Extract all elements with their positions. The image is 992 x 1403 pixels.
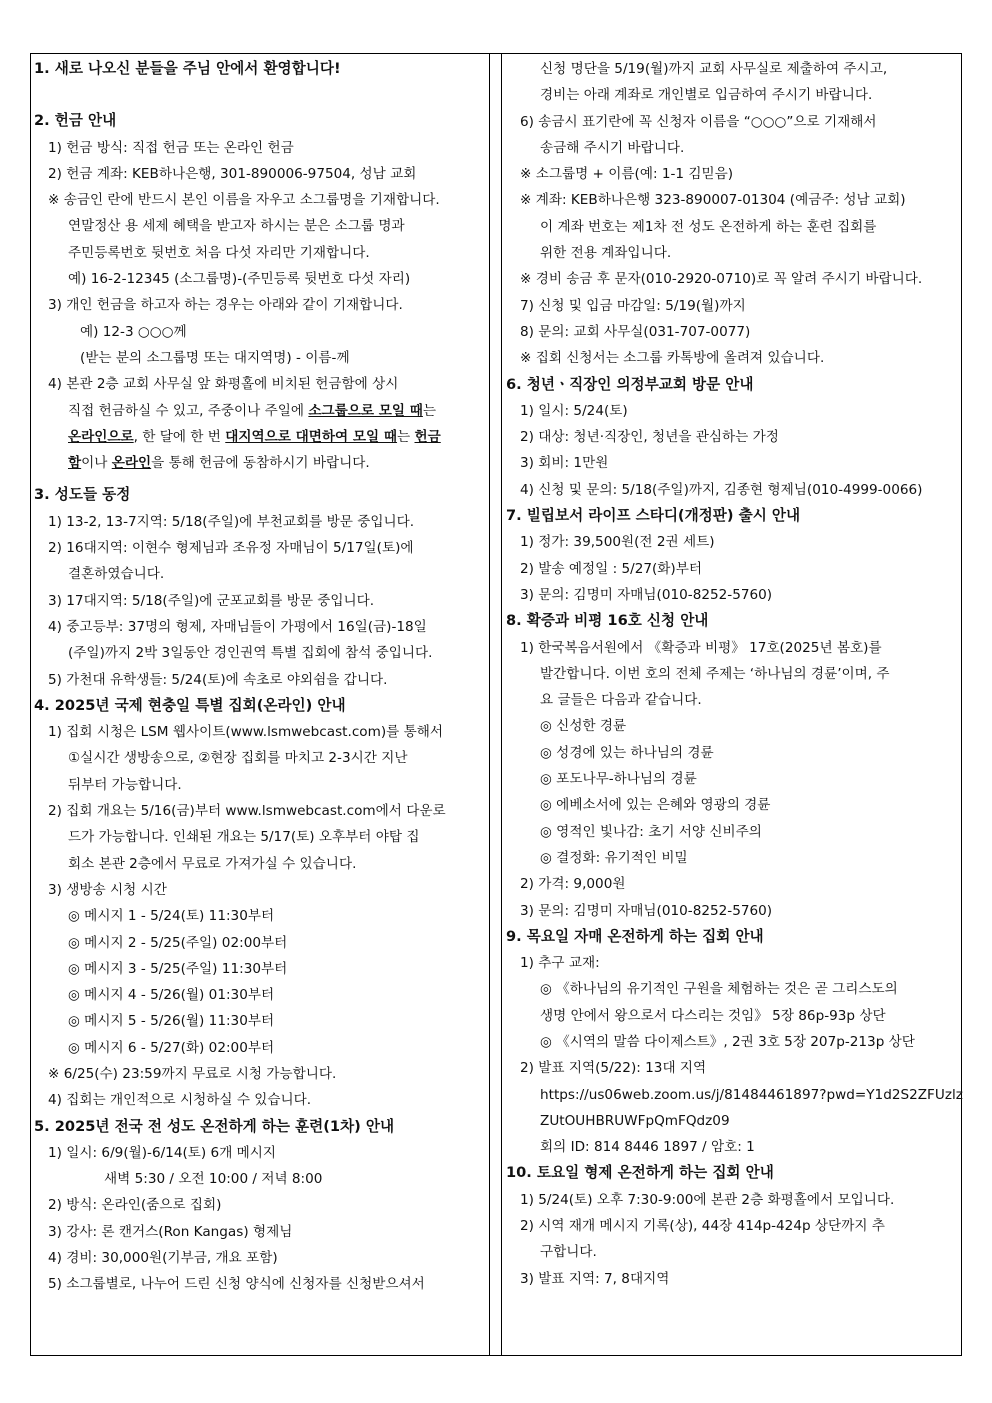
text-line: 1) 5/24(토) 오후 7:30-9:00에 본관 2층 화평홀에서 모입니다.	[520, 1191, 895, 1208]
text-line: ①실시간 생방송으로, ②현장 집회를 마치고 2-3시간 지난	[68, 750, 408, 767]
right-column	[506, 56, 963, 1292]
text-line: 요 글들은 다음과 같습니다.	[540, 692, 702, 709]
section-heading: 5. 2025년 전국 전 성도 온전하게 하는 훈련(1차) 안내	[34, 1117, 395, 1135]
text-line: 1) 집회 시청은 LSM 웹사이트(www.lsmwebcast.com)를 통해서	[48, 724, 444, 741]
emphasis-text: 온라인으로	[68, 428, 134, 445]
section-heading: 10. 토요일 형제 온전하게 하는 집회 안내	[506, 1164, 774, 1182]
section-heading: 9. 목요일 자매 온전하게 하는 집회 안내	[506, 927, 764, 945]
text-line: ◎ 메시지 1 - 5/24(토) 11:30부터	[68, 908, 275, 925]
section-heading: 2. 헌금 안내	[34, 112, 117, 130]
text-line: ◎ 영적인 빛나감: 초기 서양 신비주의	[540, 823, 762, 840]
text-line: 4) 본관 2층 교회 사무실 앞 화평홀에 비치된 헌금함에 상시	[48, 376, 399, 393]
text-line: 송금해 주시기 바랍니다.	[540, 139, 685, 156]
text-line: ※ 송금인 란에 반드시 본인 이름을 자우고 소그룹명을 기재합니다.	[48, 192, 440, 209]
text-line: ※ 집회 신청서는 소그룹 카톡방에 올려져 있습니다.	[520, 350, 825, 367]
text-line: ※ 계좌: KEB하나은행 323-890007-01304 (예금주: 성남 교회)	[520, 192, 906, 209]
text-run: 직접 헌금하실 수 있고, 주중이나 주일에	[68, 402, 309, 419]
text-line: (받는 분의 소그룹명 또는 대지역명) - 이름-께	[80, 349, 350, 366]
text-line: ◎ 메시지 5 - 5/26(월) 11:30부터	[68, 1013, 275, 1030]
text-line: 2) 가격: 9,000원	[520, 876, 626, 893]
text-line: ◎ 메시지 2 - 5/25(주일) 02:00부터	[68, 934, 288, 951]
text-line: 2) 방식: 온라인(줌으로 집회)	[48, 1197, 222, 1214]
text-line: 발간합니다. 이번 호의 전체 주제는 ‘하나님의 경륜’이며, 주	[540, 665, 890, 682]
text-line: ◎ 메시지 3 - 5/25(주일) 11:30부터	[68, 960, 288, 977]
text-line: 3) 문의: 김명미 자매님(010-8252-5760)	[520, 586, 773, 603]
text-line: ◎ 에베소서에 있는 은혜와 영광의 경륜	[540, 797, 771, 814]
emphasis-text: 헌금	[414, 428, 441, 445]
text-line: 3) 발표 지역: 7, 8대지역	[520, 1270, 670, 1287]
text-line	[34, 424, 486, 450]
text-line: 2) 집회 개요는 5/16(금)부터 www.lsmwebcast.com에서 다운로	[48, 803, 446, 820]
text-run: 는	[397, 428, 415, 445]
column-divider	[489, 53, 502, 1356]
text-line: 3) 강사: 론 캔거스(Ron Kangas) 형제님	[48, 1223, 293, 1240]
text-line: 2) 발표 지역(5/22): 13대 지역	[520, 1060, 707, 1077]
emphasis-text: 함	[68, 455, 82, 472]
text-run: 을 통해 헌금에 동참하시기 바랍니다.	[151, 455, 370, 472]
text-line: ※ 6/25(수) 23:59까지 무료로 시청 가능합니다.	[48, 1065, 337, 1082]
text-line: 8) 문의: 교회 사무실(031-707-0077)	[520, 323, 751, 340]
text-line: 예) 16-2-12345 (소그룹명)-(주민등록 뒷번호 다섯 자리)	[68, 271, 411, 288]
text-line: 2) 16대지역: 이현수 형제님과 조유정 자매님이 5/17일(토)에	[48, 540, 414, 557]
section-heading: 4. 2025년 국제 현충일 특별 집회(온라인) 안내	[34, 696, 346, 714]
text-run: , 한 달에 한 번	[133, 428, 226, 445]
text-line: 2) 발송 예정일 : 5/27(화)부터	[520, 560, 703, 577]
text-line: 2) 헌금 계좌: KEB하나은행, 301-890006-97504, 성남 교회	[48, 165, 417, 182]
text-line: 회의 ID: 814 8446 1897 / 암호: 1	[540, 1139, 755, 1156]
text-line: ◎ 《하나님의 유기적인 구원을 체험하는 것은 곧 그리스도의	[540, 981, 898, 998]
text-line: 경비는 아래 계좌로 개인별로 입금하여 주시기 바랍니다.	[540, 87, 873, 104]
text-line: 3) 회비: 1만원	[520, 455, 609, 472]
text-line: ◎ 메시지 4 - 5/26(월) 01:30부터	[68, 987, 275, 1004]
section-heading: 8. 확증과 비평 16호 신청 안내	[506, 612, 709, 630]
emphasis-text: 소그룹으로 모일 때	[308, 402, 423, 419]
text-line: ◎ 포도나무-하나님의 경륜	[540, 771, 697, 788]
text-line: 5) 소그룹별로, 나누어 드린 신청 양식에 신청자를 신청받으셔서	[48, 1276, 425, 1293]
text-line: 3) 생방송 시청 시간	[48, 881, 167, 898]
text-line: 3) 개인 헌금을 하고자 하는 경우는 아래와 같이 기재합니다.	[48, 297, 403, 314]
text-line: 결혼하였습니다.	[68, 566, 165, 583]
text-line: 연말정산 용 세제 혜택을 받고자 하시는 분은 소그룹 명과	[68, 218, 405, 235]
text-line: ◎ 《시역의 말씀 다이제스트》, 2권 3호 5장 207p-213p 상단	[540, 1033, 915, 1050]
section-heading: 1. 새로 나오신 분들을 주님 안에서 환영합니다!	[34, 60, 341, 77]
text-line: 예) 12-3 ○○○께	[80, 323, 187, 340]
text-line: 1) 헌금 방식: 직접 헌금 또는 온라인 헌금	[48, 139, 294, 156]
text-line: ◎ 메시지 6 - 5/27(화) 02:00부터	[68, 1039, 275, 1056]
section-heading: 6. 청년ㆍ직장인 의정부교회 방문 안내	[506, 375, 754, 393]
text-line: 구합니다.	[540, 1244, 597, 1261]
text-line: 주민등록번호 뒷번호 처음 다섯 자리만 기재합니다.	[68, 244, 370, 261]
text-line: 1) 일시: 5/24(토)	[520, 402, 628, 419]
text-line: 2) 대상: 청년·직장인, 청년을 관심하는 가정	[520, 429, 779, 446]
text-line: 1) 추구 교재:	[520, 955, 600, 972]
text-line: 3) 17대지역: 5/18(주일)에 군포교회를 방문 중입니다.	[48, 592, 375, 609]
text-line: 새벽 5:30 / 오전 10:00 / 저녁 8:00	[104, 1171, 323, 1188]
text-line: 뒤부터 가능합니다.	[68, 776, 182, 793]
text-line	[34, 450, 486, 476]
text-run: 는	[422, 402, 437, 419]
text-line: ◎ 결정화: 유기적인 비밀	[540, 849, 688, 866]
text-line: 2) 시역 재개 메시지 기록(상), 44장 414p-424p 상단까지 추	[520, 1218, 885, 1235]
text-line: 4) 경비: 30,000원(기부금, 개요 포함)	[48, 1250, 278, 1267]
text-line: 4) 중고등부: 37명의 형제, 자매님들이 가평에서 16일(금)-18일	[48, 618, 427, 635]
text-line: 1) 정가: 39,500원(전 2권 세트)	[520, 534, 715, 551]
text-line: 이 계좌 번호는 제1차 전 성도 온전하게 하는 훈련 집회를	[540, 218, 877, 235]
text-line: 생명 안에서 왕으로서 다스리는 것임》 5장 86p-93p 상단	[540, 1007, 886, 1024]
text-run: 이나	[81, 455, 112, 472]
text-line: 5) 가천대 유학생들: 5/24(토)에 속초로 야외쉼을 갑니다.	[48, 671, 388, 688]
text-line: ◎ 신성한 경륜	[540, 718, 627, 735]
text-line: ◎ 성경에 있는 하나님의 경륜	[540, 744, 714, 761]
text-line: 6) 송금시 표기란에 꼭 신청자 이름을 “○○○”으로 기재해서	[520, 113, 877, 130]
emphasis-text: 온라인	[111, 455, 152, 472]
section-heading: 3. 성도들 동정	[34, 486, 131, 504]
text-line: ※ 소그룹명 + 이름(예: 1-1 김믿음)	[520, 166, 734, 183]
section-heading: 7. 빌립보서 라이프 스타디(개정판) 출시 안내	[506, 507, 801, 525]
text-line: 4) 신청 및 문의: 5/18(주일)까지, 김종현 형제님(010-4999-0066)	[520, 481, 923, 498]
text-line: 회소 본관 2층에서 무료로 가져가실 수 있습니다.	[68, 855, 357, 872]
text-line: 위한 전용 계좌입니다.	[540, 245, 672, 262]
left-column	[34, 56, 486, 1298]
emphasis-text: 대지역으로 대면하여 모일 때	[225, 428, 398, 445]
spacer	[34, 82, 486, 108]
text-line: 4) 집회는 개인적으로 시청하실 수 있습니다.	[48, 1092, 312, 1109]
text-line: 드가 가능합니다. 인쇄된 개요는 5/17(토) 오후부터 야탑 집	[68, 829, 420, 846]
text-line: ※ 경비 송금 후 문자(010-2920-0710)로 꼭 알려 주시기 바랍니다.	[520, 271, 923, 288]
text-line	[34, 398, 486, 424]
text-line: 7) 신청 및 입금 마감일: 5/19(월)까지	[520, 297, 746, 314]
text-line: 신청 명단을 5/19(월)까지 교회 사무실로 제출하여 주시고,	[540, 61, 888, 77]
text-line: ZUtOUHBRUWFpQmFQdz09	[540, 1112, 730, 1129]
text-line: 1) 일시: 6/9(월)-6/14(토) 6개 메시지	[48, 1144, 277, 1161]
text-line: 3) 문의: 김명미 자매님(010-8252-5760)	[520, 902, 773, 919]
text-line: 1) 13-2, 13-7지역: 5/18(주일)에 부천교회를 방문 중입니다.	[48, 513, 415, 530]
text-line: https://us06web.zoom.us/j/81484461897?pwd=Y1d2S2ZFUzlz	[540, 1086, 963, 1103]
text-line: 1) 한국복음서원에서 《확증과 비평》 17호(2025년 봄호)를	[520, 639, 882, 656]
text-line: (주일)까지 2박 3일동안 경인권역 특별 집회에 참석 중입니다.	[68, 645, 433, 662]
